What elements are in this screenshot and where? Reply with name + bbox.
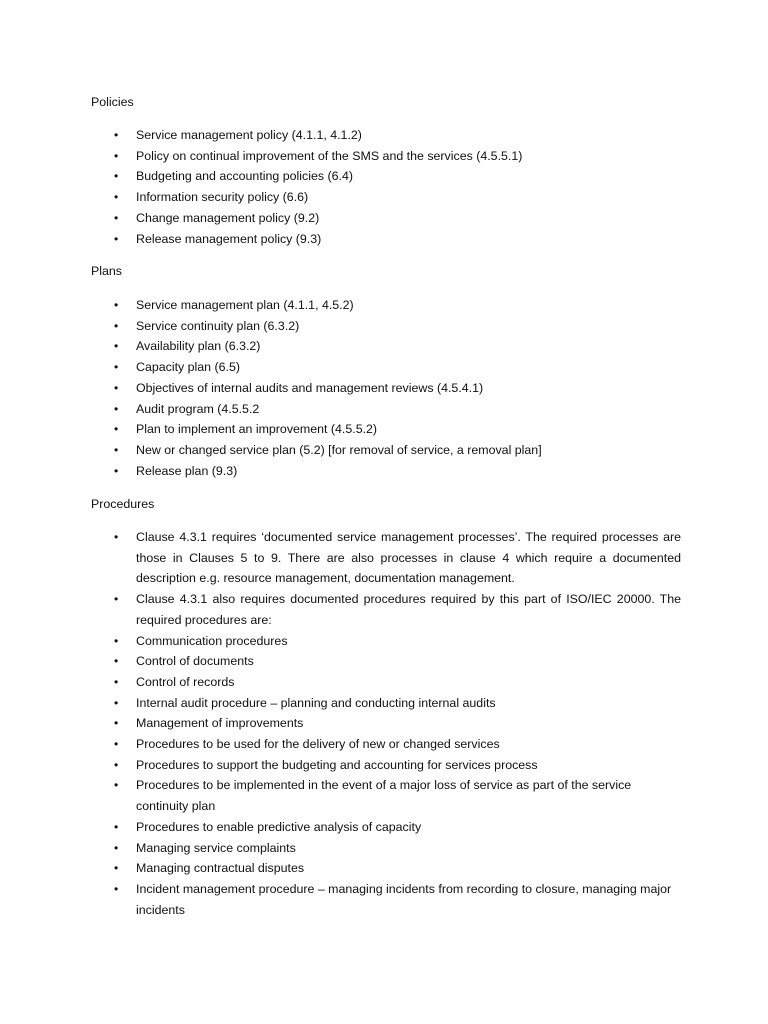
list-item: • Procedures to support the budgeting and accounting for services process [91,755,681,776]
bullet-icon: • [114,674,119,689]
bullet-icon: • [114,881,119,896]
list-item: • Plan to implement an improvement (4.5.5.2) [91,419,681,440]
list-item: • Change management policy (9.2) [91,208,681,229]
list-item: • Information security policy (6.6) [91,187,681,208]
list-item: • Internal audit procedure – planning and conducting internal audits [91,693,681,714]
bullet-icon: • [114,190,119,205]
bullet-icon: • [114,695,119,710]
list-item: • Control of documents [91,651,681,672]
section-heading-procedures: Procedures [91,497,155,511]
list-item: • Capacity plan (6.5) [91,357,681,378]
bullet-icon: • [114,380,119,395]
list-item: • Audit program (4.5.5.2 [91,399,681,420]
bullet-icon: • [114,298,119,312]
list-item: • Clause 4.3.1 also requires documented procedures required by this part of ISO/IEC 20000. The required procedures are: [91,589,681,630]
bullet-icon: • [114,737,119,752]
bullet-icon: • [114,861,119,876]
bullet-icon: • [114,757,119,772]
list-item: • Control of records [91,672,681,693]
list-item: • Release plan (9.3) [91,461,681,482]
list-item: • Service management policy (4.1.1, 4.1.2) [91,125,681,146]
bullet-icon: • [114,633,119,648]
bullet-icon: • [114,654,119,669]
procedures-list [91,527,681,920]
bullet-icon: • [114,318,119,333]
bullet-icon: • [114,231,119,246]
bullet-icon: • [114,463,119,478]
bullet-icon: • [114,442,119,457]
bullet-icon: • [114,778,119,793]
bullet-icon: • [114,210,119,225]
section-heading-plans: Plans [91,264,122,278]
bullet-icon: • [114,422,119,437]
list-item: • Managing service complaints [91,838,681,859]
list-item: • Procedures to enable predictive analysis of capacity [91,817,681,838]
list-item: • New or changed service plan (5.2) [for removal of service, a removal plan] [91,440,681,461]
list-item: • Objectives of internal audits and management reviews (4.5.4.1) [91,378,681,399]
list-item: • Budgeting and accounting policies (6.4) [91,166,681,187]
list-item: • Managing contractual disputes [91,858,681,879]
list-item: • Procedures to be implemented in the event of a major loss of service as part of the service continuity plan [91,775,681,816]
list-item: • Management of improvements [91,713,681,734]
list-item: • Incident management procedure – managing incidents from recording to closure, managing major incidents [91,879,681,920]
list-item: • Policy on continual improvement of the SMS and the services (4.5.5.1) [91,146,681,167]
bullet-icon: • [114,169,119,184]
list-item: • Service management plan (4.1.1, 4.5.2) [91,295,681,316]
bullet-icon: • [114,840,119,855]
bullet-icon: • [114,530,119,544]
list-item: • Clause 4.3.1 requires ‘documented service management processes’. The required processes are those in Clauses 5 to 9. There are also processes in clause 4 which require a documented description e.g. resource management, documentation management. [91,527,681,589]
bullet-icon: • [114,819,119,834]
bullet-icon: • [114,148,119,163]
policies-list [91,125,681,249]
bullet-icon: • [114,401,119,416]
section-heading-policies: Policies [91,95,134,109]
bullet-icon: • [114,716,119,731]
list-item: • Communication procedures [91,631,681,652]
bullet-icon: • [114,360,119,375]
list-item: • Release management policy (9.3) [91,229,681,250]
list-item: • Service continuity plan (6.3.2) [91,316,681,337]
bullet-icon: • [114,592,119,607]
plans-list [91,295,681,481]
list-item: • Procedures to be used for the delivery of new or changed services [91,734,681,755]
list-item: • Availability plan (6.3.2) [91,336,681,357]
bullet-icon: • [114,339,119,354]
bullet-icon: • [114,128,119,142]
